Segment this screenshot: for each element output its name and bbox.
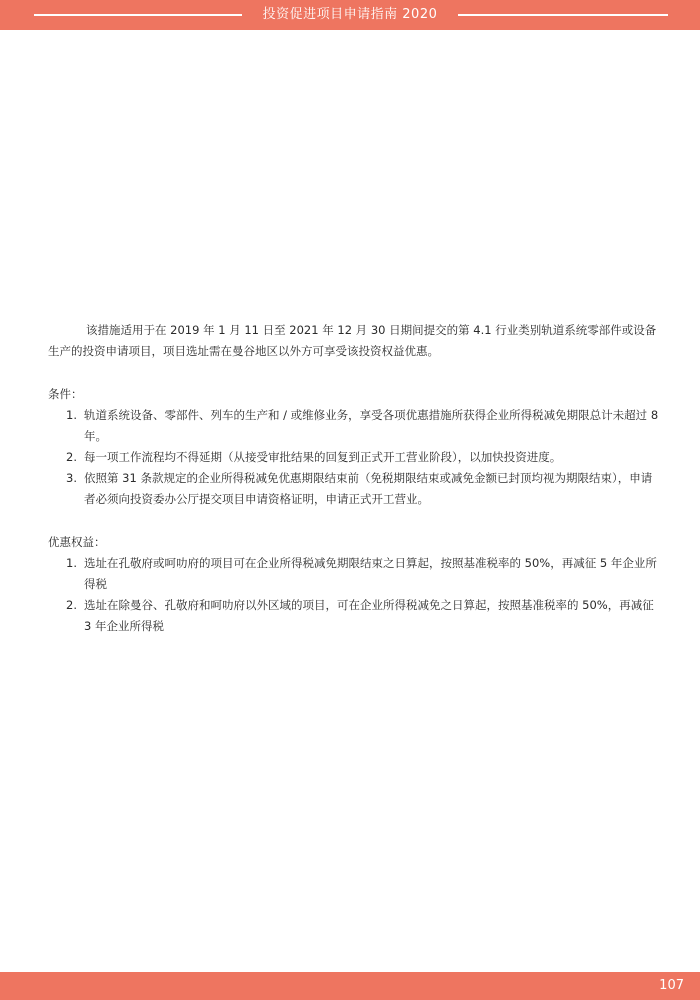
condition-item bbox=[48, 405, 660, 447]
conditions-heading: 条件： bbox=[48, 387, 83, 401]
benefits-heading: 优惠权益： bbox=[48, 535, 106, 549]
benefits-list bbox=[48, 553, 660, 637]
condition-number: 3. bbox=[66, 471, 77, 485]
condition-number: 2. bbox=[66, 450, 77, 464]
header-rule-right bbox=[458, 14, 668, 16]
page-footer-band bbox=[0, 972, 700, 1000]
benefit-text: 选址在孔敬府或呵叻府的项目可在企业所得税减免期限结束之日算起，按照基准税率的 50%，再减征 5 年企业所得税 bbox=[84, 556, 657, 591]
page-number: 107 bbox=[659, 978, 684, 993]
benefit-text: 选址在除曼谷、孔敬府和呵叻府以外区域的项目，可在企业所得税减免之日算起，按照基准税率的 50%，再减征 3 年企业所得税 bbox=[84, 598, 654, 633]
conditions-list bbox=[48, 405, 660, 510]
benefit-number: 2. bbox=[66, 598, 77, 612]
condition-text: 每一项工作流程均不得延期（从接受审批结果的回复到正式开工营业阶段），以加快投资进度。 bbox=[84, 450, 562, 464]
condition-text: 轨道系统设备、零部件、列车的生产和 / 或维修业务，享受各项优惠措施所获得企业所得税减免期限总计未超过 8 年。 bbox=[84, 408, 659, 443]
condition-text: 依照第 31 条款规定的企业所得税减免优惠期限结束前（免税期限结束或减免金额已封顶均视为期限结束），申请者必须向投资委办公厅提交项目申请资格证明，申请正式开工营业。 bbox=[84, 471, 653, 506]
page-header-band bbox=[0, 0, 700, 30]
body-content bbox=[48, 320, 660, 637]
header-title: 投资促进项目申请指南 2020 bbox=[262, 7, 438, 22]
benefit-number: 1. bbox=[66, 556, 77, 570]
condition-item bbox=[48, 468, 660, 510]
condition-number: 1. bbox=[66, 408, 77, 422]
benefit-item bbox=[48, 595, 660, 637]
intro-paragraph: 该措施适用于在 2019 年 1 月 11 日至 2021 年 12 月 30 日期间提交的第 4.1 行业类别轨道系统零部件或设备生产的投资申请项目，项目选址需在曼谷地区以外方可享受该投资权益优惠。 bbox=[48, 323, 657, 358]
header-rule-left bbox=[34, 14, 242, 16]
condition-item bbox=[48, 447, 660, 468]
benefit-item bbox=[48, 553, 660, 595]
